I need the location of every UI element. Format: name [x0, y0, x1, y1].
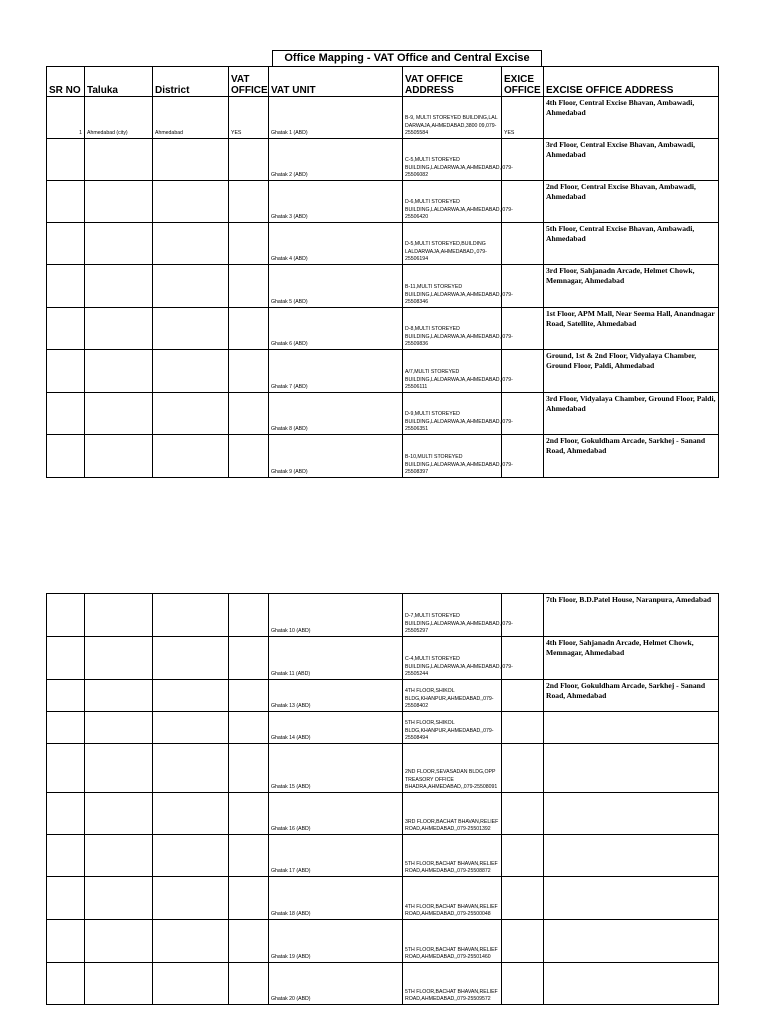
district-cell [153, 435, 229, 478]
vat-office-cell [229, 265, 269, 308]
table-row [47, 835, 719, 877]
taluka-cell [85, 712, 153, 744]
vat-address-cell: D-8,MULTI STOREYED BUILDING,LALDARWAJA,AHMEDABAD,,079-25509836 [403, 308, 502, 350]
district-cell [153, 181, 229, 223]
header-vat-office-address: VAT OFFICE ADDRESS [403, 67, 502, 97]
table-row [47, 744, 719, 793]
table-row [47, 435, 719, 478]
vat-office-cell [229, 920, 269, 963]
excise-office-cell [502, 835, 544, 877]
sr-no-cell [47, 139, 85, 181]
vat-unit-cell: Ghatak 16 (ABD) [269, 793, 403, 835]
excise-address-cell: 2nd Floor, Gokuldham Arcade, Sarkhej - Sanand Road, Ahmedabad [544, 680, 719, 712]
sr-no-cell [47, 393, 85, 435]
table-row [47, 308, 719, 350]
header-vat-unit: VAT UNIT [269, 67, 403, 97]
vat-unit-cell: Ghatak 1 (ABD) [269, 97, 403, 139]
vat-office-cell [229, 637, 269, 680]
office-mapping-table [46, 66, 719, 478]
sr-no-cell [47, 680, 85, 712]
vat-address-cell: 5TH FLOOR,BACHAT BHAVAN,RELIEF ROAD,AHMEDABAD,,079-25509572 [403, 963, 502, 1005]
excise-office-cell [502, 963, 544, 1005]
taluka-cell [85, 393, 153, 435]
header-vat-office: VAT OFFICE [229, 67, 269, 97]
taluka-cell: Ahmedabad (city) [85, 97, 153, 139]
taluka-cell [85, 877, 153, 920]
district-cell [153, 835, 229, 877]
excise-office-cell [502, 350, 544, 393]
vat-unit-cell: Ghatak 19 (ABD) [269, 920, 403, 963]
sr-no-cell [47, 265, 85, 308]
vat-address-cell: D-5,MULTI STOREYED,BUILDING LALDARWAJA,AHMEDABAD,,079-25506194 [403, 223, 502, 265]
district-cell [153, 308, 229, 350]
excise-address-cell: 3rd Floor, Sahjanadn Arcade, Helmet Chowk, Memnagar, Ahmedabad [544, 265, 719, 308]
district-cell [153, 744, 229, 793]
excise-address-cell: 4th Floor, Central Excise Bhavan, Ambawadi, Ahmedabad [544, 97, 719, 139]
sr-no-cell [47, 835, 85, 877]
excise-address-cell: 3rd Floor, Vidyalaya Chamber, Ground Floor, Paldi, Ahmedabad [544, 393, 719, 435]
district-cell [153, 393, 229, 435]
vat-address-cell: B-11,MULTI STOREYED BUILDING,LALDARWAJA,AHMEDABAD,,079-25508346 [403, 265, 502, 308]
excise-address-cell [544, 712, 719, 744]
excise-office-cell [502, 435, 544, 478]
vat-address-cell: D-7,MULTI STOREYED BUILDING,LALDARWAJA,AHMEDABAD,,079-25505297 [403, 594, 502, 637]
vat-unit-cell: Ghatak 15 (ABD) [269, 744, 403, 793]
vat-address-cell: A/7,MULTI STOREYED BUILDING,LALDARWAJA,AHMEDABAD,,079-25506111 [403, 350, 502, 393]
excise-office-cell [502, 744, 544, 793]
vat-unit-cell: Ghatak 5 (ABD) [269, 265, 403, 308]
header-district: District [153, 67, 229, 97]
taluka-cell [85, 680, 153, 712]
table-row [47, 223, 719, 265]
sr-no-cell [47, 181, 85, 223]
table-row [47, 594, 719, 637]
excise-office-cell [502, 680, 544, 712]
excise-office-cell [502, 181, 544, 223]
taluka-cell [85, 963, 153, 1005]
vat-address-cell: C-5,MULTI STOREYED BUILDING,LALDARWAJA,AHMEDABAD,,079-25506082 [403, 139, 502, 181]
excise-office-cell [502, 793, 544, 835]
district-cell [153, 594, 229, 637]
table-row [47, 139, 719, 181]
vat-unit-cell: Ghatak 4 (ABD) [269, 223, 403, 265]
vat-address-cell: 5TH FLOOR,BACHAT BHAVAN,RELIEF ROAD,AHMEDABAD,,079-25501460 [403, 920, 502, 963]
sr-no-cell: 1 [47, 97, 85, 139]
table-row [47, 181, 719, 223]
excise-office-cell [502, 712, 544, 744]
taluka-cell [85, 835, 153, 877]
header-sr-no: SR NO [47, 67, 85, 97]
taluka-cell [85, 308, 153, 350]
table-row [47, 793, 719, 835]
table-row [47, 680, 719, 712]
taluka-cell [85, 435, 153, 478]
sr-no-cell [47, 712, 85, 744]
vat-address-cell: 2ND FLOOR,SEVASADAN BLDG,OPP TREASORY OFFICE BHADRA,AHMEDABAD,,079-25508091 [403, 744, 502, 793]
vat-unit-cell: Ghatak 18 (ABD) [269, 877, 403, 920]
excise-address-cell: 1st Floor, APM Mall, Near Seema Hall, Anandnagar Road, Satellite, Ahmedabad [544, 308, 719, 350]
sheet-title: Office Mapping - VAT Office and Central Excise [272, 50, 542, 66]
excise-address-cell: 2nd Floor, Central Excise Bhavan, Ambawadi, Ahmedabad [544, 181, 719, 223]
vat-office-cell [229, 393, 269, 435]
vat-address-cell: 4TH FLOOR,SHIKOL BLDG,KHANPUR,AHMEDABAD,,079-25508402 [403, 680, 502, 712]
excise-address-cell [544, 793, 719, 835]
vat-office-cell: YES [229, 97, 269, 139]
district-cell [153, 877, 229, 920]
vat-office-cell [229, 223, 269, 265]
vat-unit-cell: Ghatak 7 (ABD) [269, 350, 403, 393]
sr-no-cell [47, 435, 85, 478]
table-row [47, 963, 719, 1005]
excise-office-cell [502, 139, 544, 181]
vat-unit-cell: Ghatak 8 (ABD) [269, 393, 403, 435]
excise-address-cell [544, 877, 719, 920]
vat-office-cell [229, 744, 269, 793]
vat-office-cell [229, 594, 269, 637]
table-row [47, 920, 719, 963]
sr-no-cell [47, 637, 85, 680]
excise-office-cell [502, 920, 544, 963]
excise-office-cell [502, 393, 544, 435]
vat-address-cell: D-9,MULTI STOREYED BUILDING,LALDARWAJA,AHMEDABAD,,079-25506351 [403, 393, 502, 435]
vat-unit-cell: Ghatak 6 (ABD) [269, 308, 403, 350]
vat-office-cell [229, 963, 269, 1005]
table-row [47, 712, 719, 744]
excise-address-cell [544, 963, 719, 1005]
sr-no-cell [47, 744, 85, 793]
district-cell [153, 712, 229, 744]
vat-office-cell [229, 181, 269, 223]
district-cell [153, 920, 229, 963]
excise-address-cell: 2nd Floor, Gokuldham Arcade, Sarkhej - Sanand Road, Ahmedabad [544, 435, 719, 478]
excise-office-cell: YES [502, 97, 544, 139]
sr-no-cell [47, 877, 85, 920]
sr-no-cell [47, 793, 85, 835]
vat-unit-cell: Ghatak 13 (ABD) [269, 680, 403, 712]
excise-office-cell [502, 877, 544, 920]
district-cell: Ahmedabad [153, 97, 229, 139]
taluka-cell [85, 594, 153, 637]
excise-address-cell [544, 744, 719, 793]
table-row [47, 393, 719, 435]
excise-address-cell [544, 835, 719, 877]
vat-address-cell: 5TH FLOOR,SHIKOL BLDG,KHANPUR,AHMEDABAD,,079-25508494 [403, 712, 502, 744]
vat-unit-cell: Ghatak 9 (ABD) [269, 435, 403, 478]
sr-no-cell [47, 308, 85, 350]
header-row [47, 67, 719, 97]
vat-address-cell: 5TH FLOOR,BACHAT BHAVAN,RELIEF ROAD,AHMEDABAD,,079-25508872 [403, 835, 502, 877]
excise-address-cell: 7th Floor, B.D.Patel House, Naranpura, Amedabad [544, 594, 719, 637]
sr-no-cell [47, 350, 85, 393]
table-row [47, 97, 719, 139]
vat-unit-cell: Ghatak 17 (ABD) [269, 835, 403, 877]
district-cell [153, 350, 229, 393]
excise-office-cell [502, 637, 544, 680]
table-row [47, 265, 719, 308]
taluka-cell [85, 139, 153, 181]
table-row [47, 877, 719, 920]
taluka-cell [85, 793, 153, 835]
district-cell [153, 223, 229, 265]
vat-address-cell: B-9, MULTI STOREYED BUILDING,LAL DARWAJA,AHMEDABAD,3800 09,079-25505584 [403, 97, 502, 139]
vat-office-cell [229, 308, 269, 350]
district-cell [153, 793, 229, 835]
district-cell [153, 680, 229, 712]
district-cell [153, 139, 229, 181]
sr-no-cell [47, 920, 85, 963]
excise-office-cell [502, 223, 544, 265]
vat-address-cell: D-6,MULTI STOREYED BUILDING,LALDARWAJA,AHMEDABAD,,079-25506420 [403, 181, 502, 223]
sr-no-cell [47, 594, 85, 637]
district-cell [153, 963, 229, 1005]
excise-office-cell [502, 308, 544, 350]
sr-no-cell [47, 223, 85, 265]
vat-unit-cell: Ghatak 20 (ABD) [269, 963, 403, 1005]
vat-address-cell: C-4,MULTI STOREYED BUILDING,LALDARWAJA,AHMEDABAD,,079-25505244 [403, 637, 502, 680]
taluka-cell [85, 350, 153, 393]
vat-unit-cell: Ghatak 2 (ABD) [269, 139, 403, 181]
office-mapping-table-continued [46, 593, 719, 1005]
vat-unit-cell: Ghatak 11 (ABD) [269, 637, 403, 680]
vat-office-cell [229, 712, 269, 744]
excise-address-cell [544, 920, 719, 963]
excise-office-cell [502, 594, 544, 637]
excise-address-cell: Ground, 1st & 2nd Floor, Vidyalaya Chamber, Ground Floor, Paldi, Ahmedabad [544, 350, 719, 393]
table-row [47, 350, 719, 393]
taluka-cell [85, 223, 153, 265]
vat-office-cell [229, 350, 269, 393]
vat-office-cell [229, 835, 269, 877]
vat-office-cell [229, 793, 269, 835]
excise-office-cell [502, 265, 544, 308]
excise-address-cell: 4th Floor, Sahjanadn Arcade, Helmet Chowk, Memnagar, Ahmedabad [544, 637, 719, 680]
taluka-cell [85, 637, 153, 680]
vat-address-cell: 3RD FLOOR,BACHAT BHAVAN,RELIEF ROAD,AHMEDABAD,,079-25501392 [403, 793, 502, 835]
vat-unit-cell: Ghatak 10 (ABD) [269, 594, 403, 637]
vat-unit-cell: Ghatak 14 (ABD) [269, 712, 403, 744]
excise-address-cell: 5th Floor, Central Excise Bhavan, Ambawadi, Ahmedabad [544, 223, 719, 265]
vat-office-cell [229, 680, 269, 712]
taluka-cell [85, 265, 153, 308]
vat-office-cell [229, 139, 269, 181]
district-cell [153, 637, 229, 680]
taluka-cell [85, 744, 153, 793]
vat-address-cell: 4TH FLOOR,BACHAT BHAVAN,RELIEF ROAD,AHMEDABAD,,079-25500048 [403, 877, 502, 920]
vat-address-cell: B-10,MULTI STOREYED BUILDING,LALDARWAJA,AHMEDABAD,,079-25508397 [403, 435, 502, 478]
taluka-cell [85, 181, 153, 223]
district-cell [153, 265, 229, 308]
header-taluka: Taluka [85, 67, 153, 97]
taluka-cell [85, 920, 153, 963]
table-row [47, 637, 719, 680]
vat-unit-cell: Ghatak 3 (ABD) [269, 181, 403, 223]
vat-office-cell [229, 435, 269, 478]
excise-address-cell: 3rd Floor, Central Excise Bhavan, Ambawadi, Ahmedabad [544, 139, 719, 181]
sr-no-cell [47, 963, 85, 1005]
header-excise-office-address: EXCISE OFFICE ADDRESS [544, 67, 719, 97]
vat-office-cell [229, 877, 269, 920]
header-excise-office: EXICE OFFICE [502, 67, 544, 97]
